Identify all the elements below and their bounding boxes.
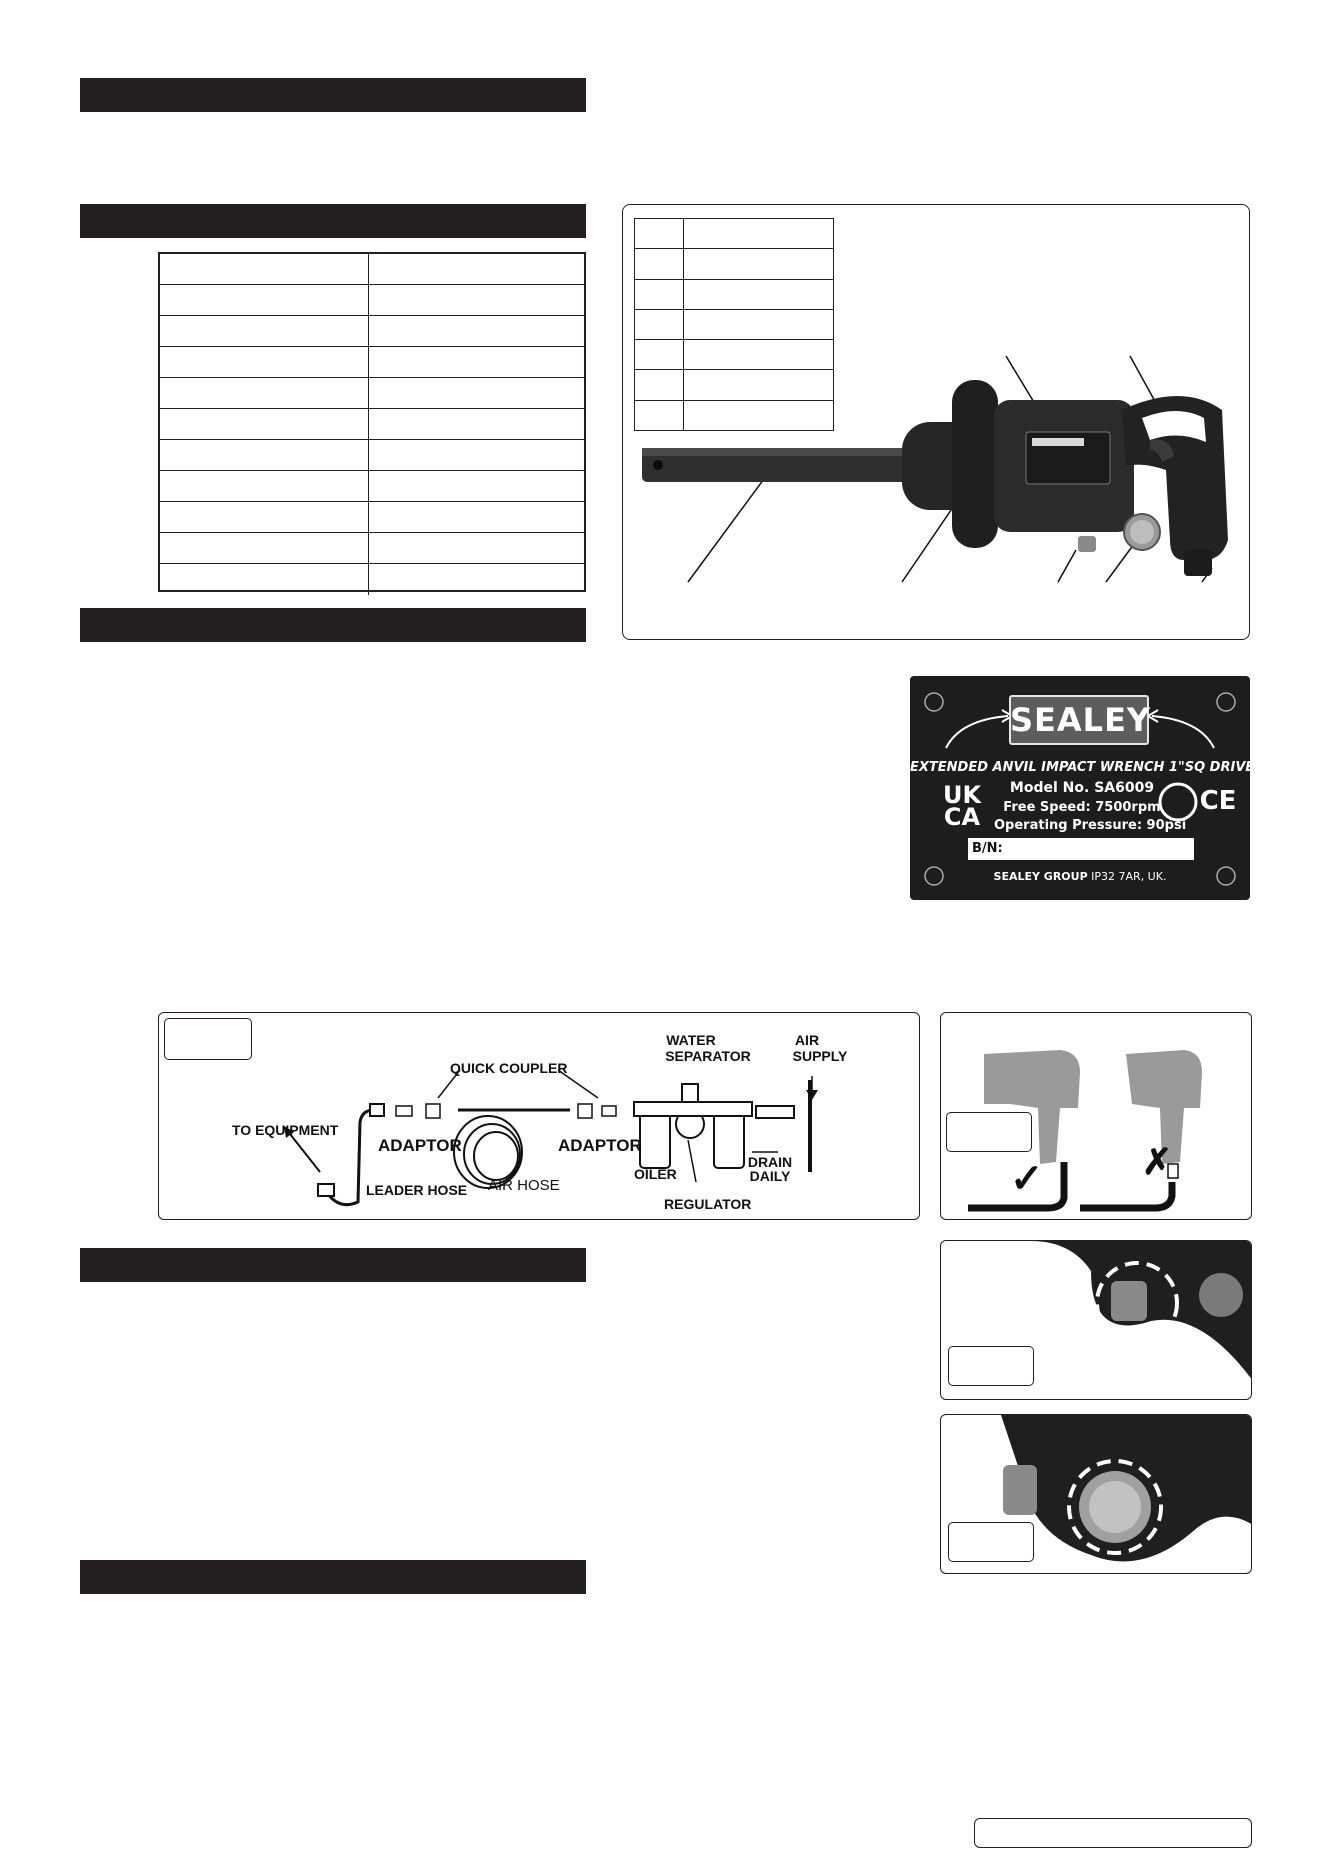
- section-header-bar-4: [80, 1248, 586, 1282]
- manufacturer-address: SEALEY GROUP IP32 7AR, UK.: [993, 870, 1167, 883]
- table-row: [160, 440, 584, 471]
- page-number-box: [974, 1818, 1252, 1848]
- section-header-bar-5: [80, 1560, 586, 1594]
- specification-table: [158, 252, 586, 592]
- figure-label-box: [948, 1522, 1034, 1562]
- table-row: [160, 347, 584, 378]
- impact-wrench-image: [622, 204, 1250, 640]
- to-equipment-label: TO EQUIPMENT: [232, 1122, 339, 1138]
- table-row: [160, 285, 584, 316]
- operating-pressure: Operating Pressure: 90psi: [994, 818, 1187, 833]
- table-row: [160, 564, 584, 595]
- drain-label-line2: DAILY: [749, 1168, 791, 1184]
- model-number: Model No. SA6009: [1009, 780, 1155, 796]
- table-row: [160, 471, 584, 502]
- section-header-bar-3: [80, 608, 586, 642]
- section-header-bar-2: [80, 204, 586, 238]
- oiler-label: OILER: [634, 1166, 677, 1182]
- air-hose-label: AIR HOSE: [488, 1177, 560, 1194]
- drain-label-line1: DRAIN: [747, 1154, 793, 1170]
- ukca-mark-lower: CA: [943, 803, 981, 831]
- ukca-mark-upper: UK: [942, 781, 982, 809]
- table-row: [160, 378, 584, 409]
- table-row: [160, 502, 584, 533]
- air-supply-label-line2: SUPPLY: [792, 1048, 848, 1064]
- incorrect-cross-icon: ✗: [1142, 1141, 1173, 1182]
- free-speed: Free Speed: 7500rpm: [1003, 800, 1161, 815]
- figure-label-box: [948, 1346, 1034, 1386]
- rating-plate: [910, 676, 1255, 900]
- water-separator-label-line1: WATER: [666, 1032, 716, 1048]
- water-separator-label-line2: SEPARATOR: [665, 1048, 751, 1064]
- adaptor-right-label: ADAPTOR: [558, 1136, 642, 1155]
- section-header-bar-1: [80, 78, 586, 112]
- batch-number-label: B/N:: [972, 841, 1003, 856]
- quick-coupler-label: QUICK COUPLER: [450, 1060, 568, 1076]
- correct-check-icon: ✓: [1010, 1157, 1044, 1201]
- table-row: [160, 409, 584, 440]
- sealey-logo-text: SEALEY: [1010, 701, 1152, 739]
- accessory-figure: [940, 1012, 1252, 1220]
- air-supply-label-line1: AIR: [794, 1032, 820, 1048]
- table-row: [160, 533, 584, 564]
- ce-mark: CE: [1199, 786, 1237, 816]
- adaptor-left-label: ADAPTOR: [378, 1136, 462, 1155]
- product-name: EXTENDED ANVIL IMPACT WRENCH 1"SQ DRIVE: [910, 760, 1255, 775]
- table-row: [160, 254, 584, 285]
- table-row: [160, 316, 584, 347]
- leader-hose-label: LEADER HOSE: [366, 1182, 468, 1198]
- regulator-label: REGULATOR: [664, 1196, 752, 1212]
